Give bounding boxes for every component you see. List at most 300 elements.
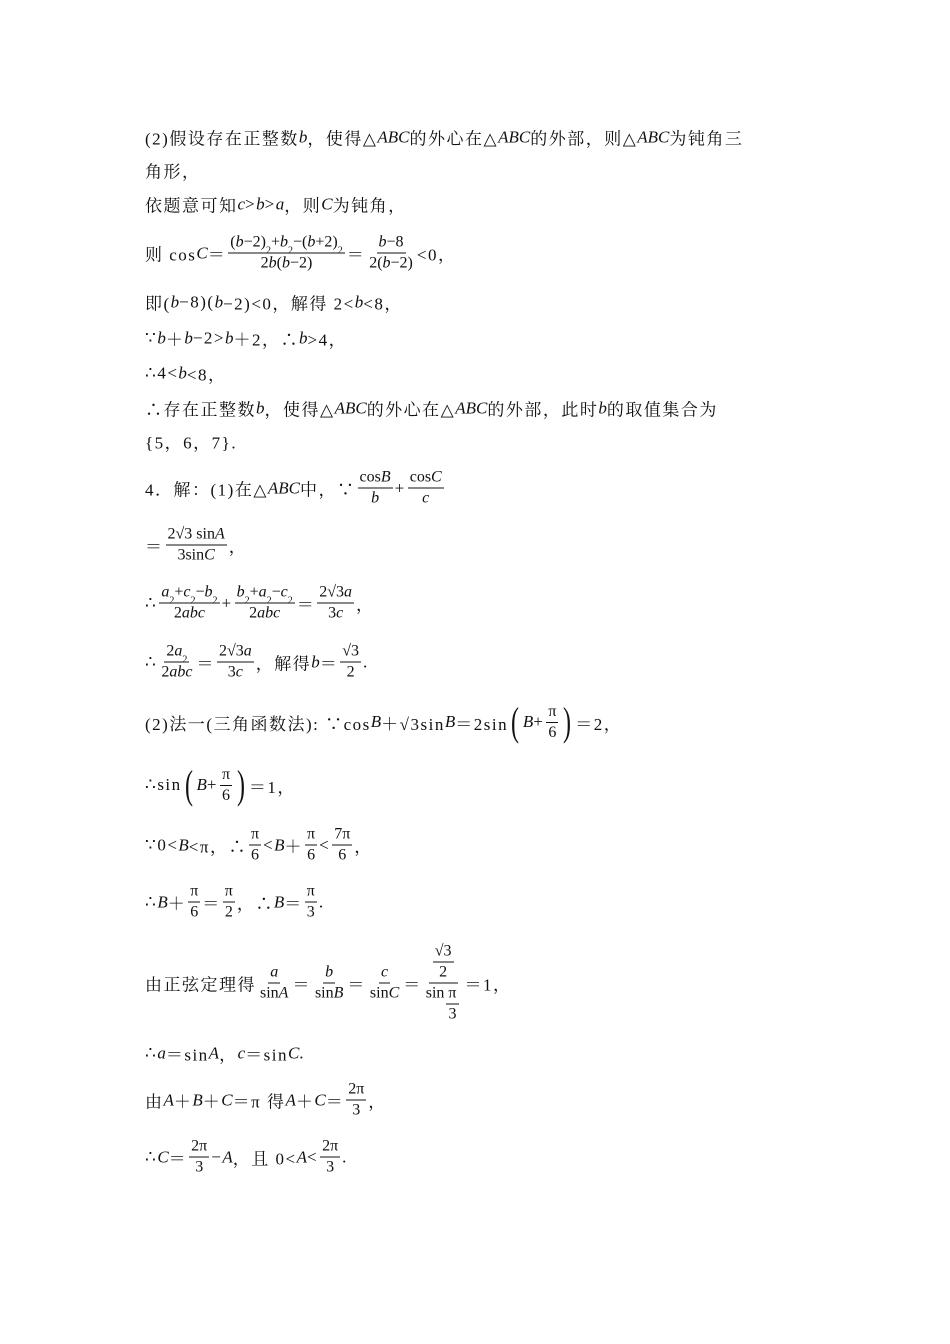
math-variable: c	[237, 194, 246, 213]
fraction	[305, 826, 317, 865]
fraction-denominator	[446, 1005, 458, 1024]
math-variable: b	[299, 328, 308, 347]
text-run: 依题意可知	[145, 196, 238, 216]
fraction-numerator: ( b −2) 2 + b 2 −( b +2) 2	[230, 233, 343, 257]
text-run: 3	[306, 903, 315, 921]
fraction-denominator	[188, 903, 200, 922]
math-variable: a	[258, 583, 267, 601]
math-variable: b	[178, 363, 187, 382]
text-run: cos	[359, 468, 381, 486]
fraction-numerator	[408, 469, 444, 489]
text-run: <	[306, 1147, 319, 1166]
math-variable: a	[174, 642, 183, 660]
solution-line	[145, 1041, 305, 1066]
fraction-denominator	[159, 663, 194, 682]
fraction	[217, 643, 254, 682]
fraction	[228, 234, 344, 273]
text-run: π	[221, 765, 231, 783]
fraction	[223, 883, 235, 922]
math-variable: A	[285, 1090, 296, 1109]
text-run: 2	[249, 604, 258, 622]
text-run: +	[533, 712, 545, 731]
text-run: ＝	[346, 245, 366, 265]
text-run: −2)	[289, 254, 313, 272]
fraction-numerator	[305, 883, 317, 903]
math-variable: ABC	[267, 478, 301, 497]
fraction-numerator	[188, 883, 200, 903]
text-run: ＝	[403, 975, 422, 995]
math-variable: b	[279, 233, 288, 251]
text-run: ，∴	[236, 894, 274, 914]
math-variable: B	[192, 1090, 203, 1109]
fraction	[340, 643, 361, 682]
math-variable: B	[522, 712, 534, 731]
solution-line	[145, 883, 325, 922]
fraction-denominator	[350, 1101, 362, 1120]
text-run: ∴	[145, 1147, 158, 1166]
text-run: 2	[161, 663, 170, 681]
fraction-numerator	[249, 826, 261, 846]
text-run: ＋	[295, 1092, 315, 1112]
solution-line	[145, 469, 446, 508]
text-run: π	[224, 882, 233, 900]
solution-line	[145, 429, 237, 454]
fraction-numerator: a 2 + c 2 − b 2	[161, 583, 218, 607]
solution-line	[145, 762, 296, 807]
text-run: <8，	[363, 294, 403, 314]
fraction-numerator	[379, 964, 390, 984]
math-variable: ABC	[334, 398, 367, 417]
fraction	[166, 526, 227, 565]
text-run: −	[195, 583, 205, 601]
fraction-numerator	[433, 943, 454, 963]
text-run: ＝π 得	[232, 1092, 286, 1112]
fraction-numerator	[223, 883, 235, 903]
math-variable: c	[422, 489, 430, 507]
text-run: {5，6，7}.	[145, 433, 238, 453]
fraction-denominator	[226, 663, 245, 682]
text-run: ＝1，	[464, 975, 512, 995]
fraction-denominator	[172, 604, 207, 623]
text-run: 的外心在△	[409, 129, 499, 149]
text-run: 6	[307, 846, 316, 864]
text-run: ∴4<	[145, 363, 179, 382]
fraction-denominator	[259, 254, 315, 273]
fraction-denominator	[336, 846, 348, 865]
fraction	[189, 1138, 209, 1177]
fraction	[446, 985, 458, 1024]
solution-line	[145, 526, 247, 565]
text-run: 2(	[369, 254, 383, 272]
fraction-denominator	[324, 1158, 336, 1177]
text-run: sin	[425, 984, 445, 1002]
text-run: +	[270, 233, 280, 251]
text-run: ∴存在正整数	[145, 400, 256, 420]
text-run: π	[448, 984, 457, 1002]
text-run: .	[318, 892, 325, 911]
math-variable: ABC	[637, 127, 670, 146]
math-variable: B	[196, 775, 207, 794]
fraction-denominator	[546, 723, 558, 742]
fraction-denominator	[367, 254, 415, 273]
solution-line	[145, 1081, 387, 1120]
text-run: ＝	[202, 894, 221, 914]
fraction	[188, 883, 200, 922]
fraction	[433, 943, 454, 982]
math-variable: A	[222, 1147, 233, 1166]
text-run: ＋	[167, 894, 187, 914]
text-run: .	[363, 652, 369, 671]
fraction-denominator	[424, 984, 463, 1024]
fraction	[367, 234, 415, 273]
text-run: ，使得△	[307, 129, 378, 149]
text-run: ＝	[168, 1149, 188, 1169]
text-run: <π，∴	[188, 837, 247, 857]
text-run: ∵0<	[145, 835, 179, 854]
fraction-denominator	[345, 663, 357, 682]
text-run: ∴	[145, 892, 158, 911]
fraction-numerator	[220, 766, 232, 786]
math-variable: b	[204, 583, 213, 601]
text-run: 2	[166, 642, 175, 660]
text-run: ＝	[207, 245, 227, 265]
text-run: 3	[227, 663, 236, 681]
text-run: 3	[448, 1005, 457, 1023]
fraction	[332, 826, 352, 865]
fraction-numerator: 2 a 2	[166, 642, 188, 666]
math-variable: abc	[181, 604, 205, 622]
math-variable: b	[378, 233, 387, 251]
math-variable: b	[225, 328, 234, 347]
math-variable: C	[196, 243, 208, 262]
big-parenthesis: (	[184, 762, 194, 807]
text-run: 由	[145, 1092, 164, 1112]
text-run: 3	[328, 604, 337, 622]
fraction-numerator	[358, 469, 393, 489]
text-run: +	[394, 478, 406, 497]
text-run: 2√3 sin	[167, 525, 215, 543]
fraction-denominator	[437, 963, 449, 982]
math-variable: b	[235, 233, 244, 251]
math-variable: B	[157, 892, 168, 911]
fraction-numerator	[546, 703, 558, 723]
math-variable: a	[161, 583, 170, 601]
fraction-denominator	[258, 984, 290, 1003]
fraction	[368, 964, 401, 1003]
text-run: ＝2，	[575, 714, 623, 734]
text-run: √3	[434, 942, 452, 960]
math-variable: b	[382, 254, 391, 272]
fraction-numerator	[268, 964, 280, 984]
text-run: ＋√3sin	[381, 714, 445, 734]
math-variable: b	[325, 963, 334, 981]
solution-line	[145, 290, 403, 315]
text-run: 2√3	[319, 583, 345, 601]
math-variable: b	[311, 652, 320, 671]
fraction-denominator	[175, 546, 216, 565]
fraction	[258, 964, 290, 1003]
fraction	[159, 584, 219, 623]
fraction-denominator	[220, 786, 232, 805]
math-variable: b	[354, 292, 364, 311]
text-run: sin	[369, 984, 389, 1002]
text-run: ＋	[284, 837, 304, 857]
text-run: ＝1，	[248, 777, 296, 797]
fraction-denominator	[193, 1158, 205, 1177]
fraction-numerator	[166, 526, 227, 546]
text-run: ＝	[319, 654, 339, 674]
text-run: 的外心在△	[366, 400, 456, 420]
text-run: 2π	[322, 1137, 339, 1155]
text-run: <0，	[416, 245, 457, 265]
text-run: ＝	[292, 975, 311, 995]
fraction-numerator	[429, 943, 458, 984]
fraction-denominator	[305, 846, 317, 865]
math-variable: b	[184, 328, 193, 347]
math-variable: ABC	[455, 398, 488, 417]
text-run: ＋2，∴	[233, 330, 300, 350]
fraction	[220, 766, 232, 805]
text-run: <	[263, 835, 275, 854]
text-run: ∴	[145, 652, 158, 671]
fraction-numerator	[377, 234, 406, 254]
text-run: −(	[292, 233, 308, 251]
math-variable: C	[431, 468, 442, 486]
text-run: 3	[352, 1101, 361, 1119]
math-variable: A	[208, 1043, 220, 1062]
math-variable: C	[388, 984, 400, 1002]
fraction-numerator	[332, 826, 352, 846]
text-run: −2>	[192, 328, 226, 347]
text-run: π	[250, 825, 260, 843]
text-run: −	[211, 1147, 223, 1166]
fraction-denominator	[249, 846, 261, 865]
text-run: −8)(	[179, 292, 215, 311]
text-run: 6	[338, 846, 347, 864]
text-run: 的取值集合为	[606, 400, 718, 420]
math-variable: B	[274, 835, 285, 854]
math-variable: ABC	[498, 127, 531, 146]
text-run: ∴	[145, 1043, 158, 1062]
text-run: ，则	[284, 196, 322, 216]
text-run: 3	[326, 1158, 335, 1176]
solution-line	[145, 234, 456, 273]
fraction-numerator	[317, 584, 354, 604]
math-variable: c	[336, 604, 344, 622]
text-run: +	[221, 593, 233, 612]
solution-line	[145, 326, 347, 351]
math-variable: c	[237, 1043, 246, 1062]
text-run: 6	[251, 846, 259, 864]
math-variable: abc	[169, 663, 193, 681]
math-variable: A	[214, 525, 225, 543]
math-variable: b	[268, 254, 277, 272]
text-run: (	[230, 233, 236, 251]
math-variable: b	[236, 583, 245, 601]
fraction	[408, 469, 444, 508]
math-variable: b	[298, 127, 308, 146]
solution-line	[145, 158, 201, 183]
text-run: ，	[354, 837, 373, 857]
solution-line	[145, 361, 227, 386]
solution-line	[145, 643, 369, 682]
fraction	[313, 964, 345, 1003]
text-run: 2√3	[218, 642, 244, 660]
big-parenthesis: )	[237, 762, 246, 807]
fraction-numerator	[305, 826, 317, 846]
fraction-denominator	[369, 489, 381, 508]
text-run: <	[319, 835, 331, 854]
math-variable: B	[380, 468, 391, 486]
text-run: (2)假设存在正整数	[145, 129, 299, 149]
text-run: ＝	[347, 975, 366, 995]
math-variable: c	[381, 963, 389, 981]
math-variable: C	[321, 194, 333, 213]
text-run: 3	[195, 1158, 204, 1176]
text-run: −2)	[243, 233, 266, 251]
fraction-denominator	[305, 903, 317, 922]
fraction	[317, 584, 354, 623]
fraction	[249, 826, 261, 865]
math-variable: ABC	[377, 127, 410, 146]
fraction-denominator	[326, 604, 345, 623]
text-run: +2)	[315, 233, 338, 251]
text-run: 2π	[348, 1080, 365, 1098]
text-run: ，使得△	[264, 400, 335, 420]
math-variable: b	[598, 398, 607, 417]
math-variable: C	[204, 546, 215, 564]
solution-line	[145, 396, 718, 421]
text-run: +	[249, 583, 259, 601]
text-run: −2)	[390, 254, 413, 272]
fraction-denominator	[247, 604, 282, 623]
math-variable: a	[344, 583, 353, 601]
text-run: 则 cos	[145, 245, 197, 265]
fraction	[546, 703, 558, 742]
math-variable: a	[243, 642, 252, 660]
text-run: sin	[260, 984, 279, 1002]
fraction-numerator	[320, 1138, 340, 1158]
text-run: >	[245, 194, 257, 213]
text-run: 4．解：(1)在△	[145, 480, 268, 500]
text-run: 2	[260, 254, 269, 272]
text-run: ∵	[145, 328, 158, 347]
text-run: 2	[439, 963, 448, 981]
math-variable: a	[270, 963, 279, 981]
text-run: <8，	[186, 365, 227, 385]
text-run: −8	[386, 233, 404, 251]
text-run: >4，	[307, 330, 348, 350]
text-run: −2)<0，解得 2<	[223, 294, 355, 314]
text-run: ＝	[296, 595, 316, 615]
math-variable: b	[371, 489, 380, 507]
math-variable: B	[273, 892, 285, 911]
text-run: 角形，	[145, 162, 201, 182]
text-run: +	[206, 775, 218, 794]
fraction-numerator	[340, 643, 361, 663]
math-variable: abc	[257, 604, 281, 622]
text-run: sin	[314, 984, 334, 1002]
solution-line	[145, 192, 407, 217]
text-run: 由正弦定理得	[145, 975, 256, 995]
text-run: 2	[224, 903, 233, 921]
fraction-numerator	[323, 964, 335, 984]
text-run: ＝2sin	[455, 714, 509, 734]
math-variable: C	[314, 1090, 326, 1109]
solution-line	[145, 826, 373, 865]
fraction-numerator	[346, 1081, 366, 1101]
fraction	[358, 469, 393, 508]
math-variable: B	[370, 712, 382, 731]
text-run: ＝sin	[165, 1045, 209, 1065]
big-parenthesis: (	[511, 699, 520, 744]
fraction	[320, 1138, 340, 1177]
text-run: √3	[342, 642, 359, 660]
math-variable: C	[287, 1043, 300, 1062]
text-run: ，	[356, 595, 375, 615]
text-run: ＝	[325, 1092, 345, 1112]
fraction-denominator	[368, 984, 401, 1003]
math-variable: A	[278, 984, 289, 1002]
math-variable: A	[296, 1147, 307, 1166]
math-variable: b	[170, 292, 180, 311]
big-parenthesis: )	[563, 699, 573, 744]
math-variable: B	[444, 712, 456, 731]
fraction	[159, 643, 194, 682]
text-run: 3sin	[177, 546, 205, 564]
text-run: −	[271, 583, 281, 601]
text-run: 6	[548, 723, 557, 741]
text-run: ＝	[145, 537, 164, 557]
solution-line	[145, 1138, 348, 1177]
math-variable: C	[157, 1147, 169, 1166]
math-variable: a	[275, 194, 285, 213]
text-run: ＋	[173, 1092, 193, 1112]
fraction-numerator	[446, 985, 458, 1005]
text-run: π	[307, 825, 316, 843]
solution-line	[145, 699, 623, 744]
text-run: π	[306, 882, 315, 900]
text-run: 即(	[145, 294, 171, 314]
fraction	[305, 883, 317, 922]
math-variable: b	[214, 292, 224, 311]
math-variable: b	[307, 233, 316, 251]
text-run: ∴	[145, 593, 158, 612]
math-variable: c	[235, 663, 243, 681]
text-run: ，且 0<	[232, 1149, 297, 1169]
text-run: ＝	[284, 894, 303, 914]
text-run: .	[299, 1043, 306, 1062]
solution-line	[145, 943, 512, 1024]
text-run: 的外部，此时	[487, 400, 599, 420]
text-run: 6	[222, 786, 230, 804]
text-run: ，	[228, 537, 248, 557]
text-run: 为钝角，	[332, 196, 407, 216]
text-run: 的外部，则△	[530, 129, 638, 149]
math-variable: b	[256, 398, 265, 417]
fraction-denominator	[223, 903, 235, 922]
solution-line	[145, 125, 743, 150]
text-run: ，	[219, 1045, 238, 1065]
fraction-numerator: b 2 + a 2 − c 2	[236, 583, 293, 607]
text-run: ∴sin	[145, 775, 182, 794]
fraction	[235, 584, 295, 623]
text-run: ，解得	[255, 654, 312, 674]
text-run: 7π	[334, 825, 351, 843]
text-run: +	[174, 583, 184, 601]
math-variable: c	[183, 583, 191, 601]
fraction-numerator	[217, 643, 254, 663]
